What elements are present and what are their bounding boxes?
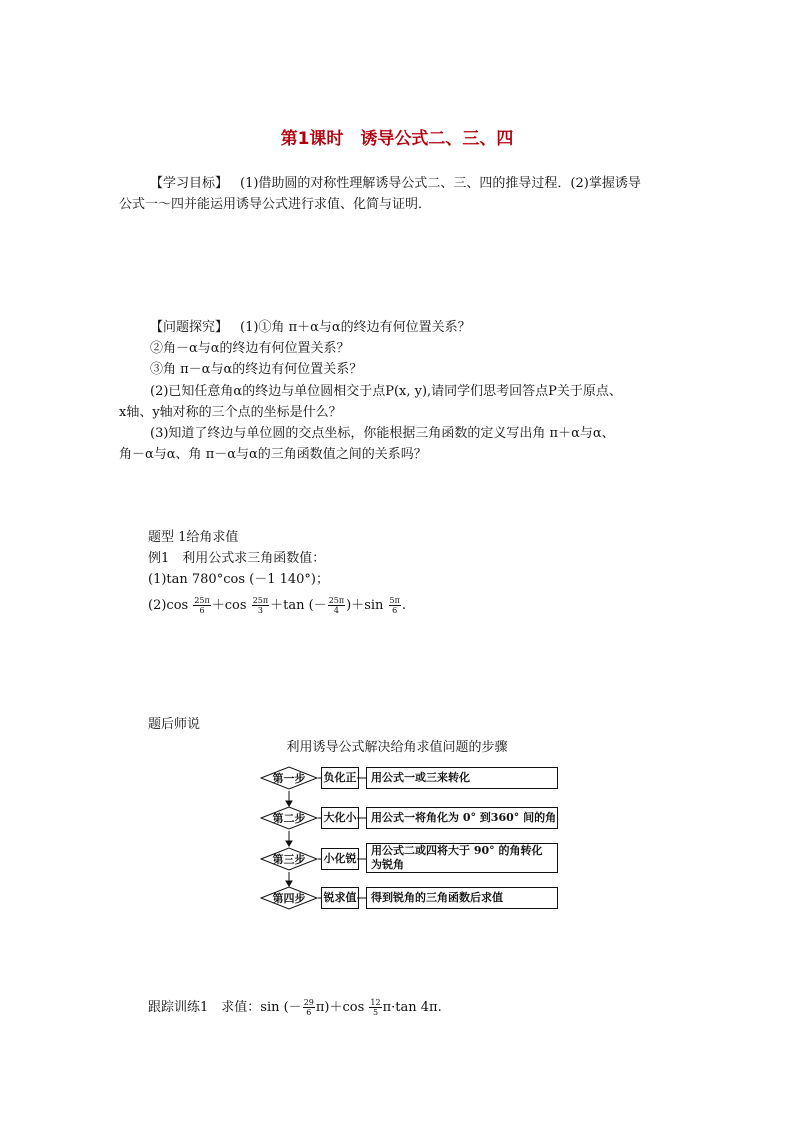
p2-end: . bbox=[401, 598, 407, 613]
flow-step-3-action: 小化锐 bbox=[321, 848, 359, 870]
fraction-25pi-6: $\frac{25\pi}{6}$ bbox=[194, 596, 210, 615]
flow-step-3-desc-line-2: 为锐角 bbox=[371, 858, 404, 871]
page-title: 第1课时 诱导公式二、三、四 bbox=[280, 129, 514, 149]
practice-mid: π)＋cos bbox=[315, 1000, 369, 1015]
fraction-25pi-4: $\frac{25\pi}{4}$ bbox=[328, 596, 345, 615]
goals-text-1: (1)借助圆的对称性理解诱导公式二、三、四的推导过程．(2)掌握诱导 bbox=[240, 176, 641, 191]
explore-q2a: (2)已知任意角α的终边与单位圆相交于点P(x, y),请同学们思考回答点P关于原点、 bbox=[150, 384, 622, 399]
explore-q1b: ②角－α与α的终边有何位置关系？ bbox=[150, 341, 350, 356]
flow-step-4-diamond: 第四步 bbox=[260, 886, 318, 910]
type1-heading: 题型 1给角求值 bbox=[148, 530, 239, 545]
goals-line-2: 公式一～四并能运用诱导公式进行求值、化简与证明． bbox=[119, 197, 432, 212]
p2-mid-3: )＋sin bbox=[346, 598, 388, 613]
fraction-25pi-3: $\frac{25\pi}{3}$ bbox=[252, 596, 269, 615]
flow-step-1-diamond: 第一步 bbox=[260, 766, 318, 790]
p2-lead: (2)cos bbox=[148, 598, 193, 613]
p2-mid-1: ＋cos bbox=[211, 598, 251, 613]
flow-step-4-action: 锐求值 bbox=[321, 887, 359, 909]
practice-1 bbox=[148, 996, 442, 1017]
flow-step-1-action: 负化正 bbox=[321, 767, 359, 789]
explore-q1c: ③角 π－α与α的终边有何位置关系？ bbox=[150, 362, 363, 377]
practice-lead: 跟踪训练1 求值：sin (－ bbox=[148, 1000, 302, 1015]
flow-step-2-desc: 用公式一将角化为 0° 到360° 间的角 bbox=[366, 807, 558, 829]
flow-step-2-action: 大化小 bbox=[321, 807, 359, 829]
flow-step-1-desc: 用公式一或三来转化 bbox=[366, 767, 558, 789]
explore-q1a: (1)①角 π＋α与α的终边有何位置关系？ bbox=[240, 320, 471, 335]
explore-q3a: (3)知道了终边与单位圆的交点坐标，你能根据三角函数的定义写出角 π＋α与α、 bbox=[150, 426, 615, 441]
example-1-part-1: (1)tan 780°cos (－1 140°)； bbox=[148, 572, 329, 587]
example-1: 例1 利用公式求三角函数值： bbox=[148, 551, 326, 566]
flowchart-title: 利用诱导公式解决给角求值问题的步骤 bbox=[286, 740, 508, 755]
flow-step-3-diamond: 第三步 bbox=[260, 847, 318, 871]
fraction-29-6: $\frac{29}{6}$ bbox=[303, 998, 314, 1017]
flow-step-3-desc bbox=[366, 843, 558, 873]
goals-label: 【学习目标】 bbox=[150, 176, 229, 191]
flow-step-2-diamond: 第二步 bbox=[260, 806, 318, 830]
fraction-5pi-6: $\frac{5\pi}{6}$ bbox=[389, 596, 400, 615]
explore-q2b: x轴、y轴对称的三个点的坐标是什么？ bbox=[119, 405, 342, 420]
fraction-12-5: $\frac{12}{5}$ bbox=[370, 998, 381, 1017]
flow-step-4-desc: 得到锐角的三角函数后求值 bbox=[366, 887, 558, 909]
practice-end: π·tan 4π. bbox=[382, 1000, 442, 1015]
teacher-note: 题后师说 bbox=[148, 717, 201, 732]
explore-q3b: 角－α与α、角 π－α与α的三角函数值之间的关系吗？ bbox=[119, 447, 427, 462]
arrowhead-2-3 bbox=[286, 841, 292, 846]
explore-label: 【问题探究】 bbox=[150, 320, 229, 335]
flow-step-3-desc-line-1: 用公式二或四将大于 90° 的角转化 bbox=[371, 844, 543, 857]
p2-mid-2: ＋tan (－ bbox=[270, 598, 327, 613]
